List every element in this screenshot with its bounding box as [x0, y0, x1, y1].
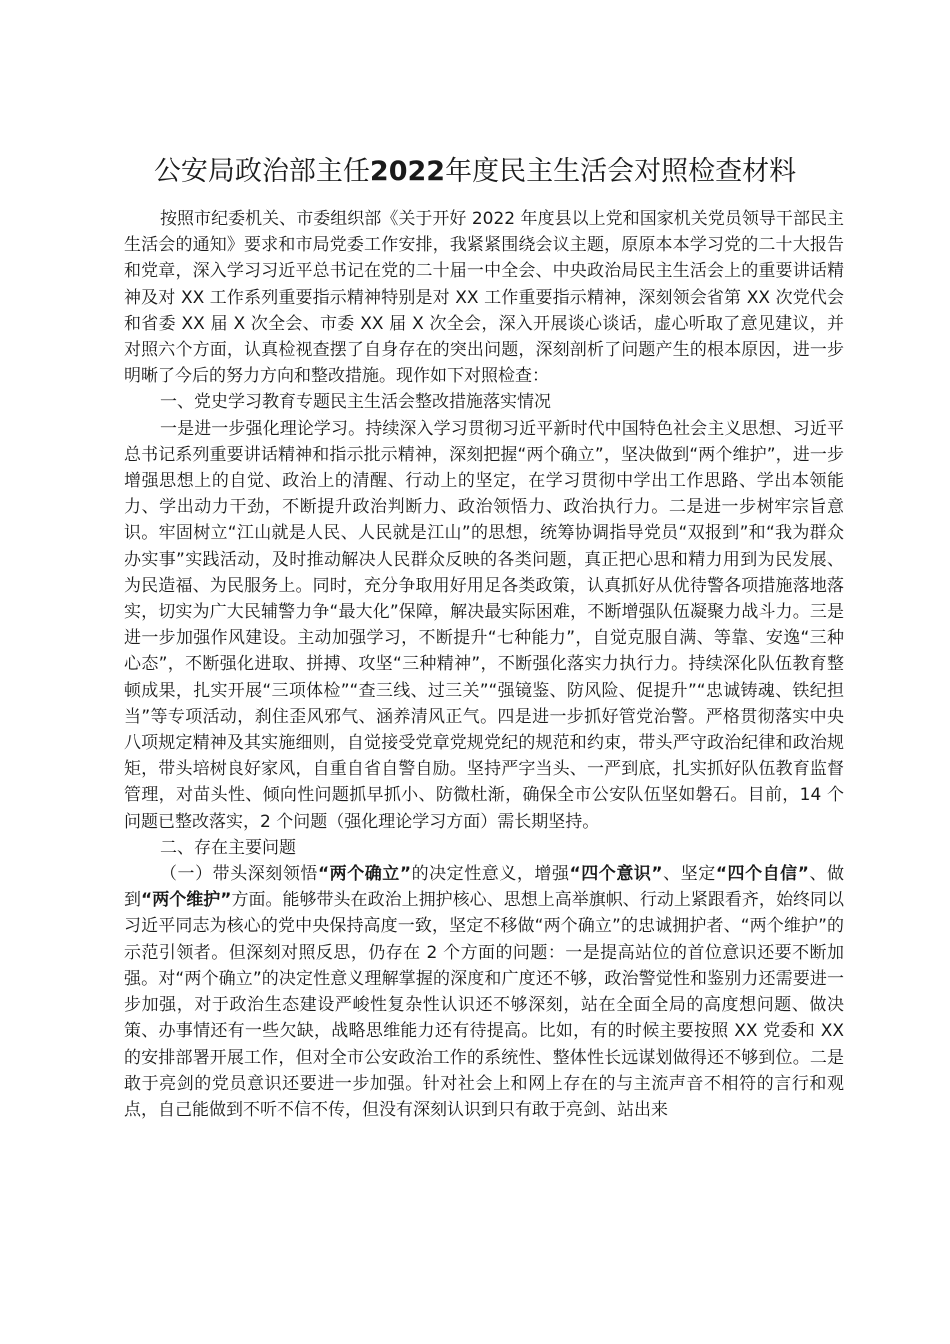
intro-paragraph: 按照市纪委机关、市委组织部《关于开好 2022 年度县以上党和国家机关党员领导干部民主生活会的通知》要求和市局党委工作安排，我紧紧围绕会议主题，原原本本学习党的二十大报告和党章，深入学习习近平总书记在党的二十届一中全会、中央政治局民主生活会上的重要讲话精神及对 XX 工作系列重要指示精神特别是对 XX 工作重要指示精神，深刻领会省第 XX 次党代会和省委 XX 届 X 次全会、市委 XX 届 X 次全会，深入开展谈心谈话，虚心听取了意见建议，并对照六个方面，认真检视查摆了自身存在的突出问题，深刻剖析了问题产生的根本原因，进一步明晰了今后的努力方向和整改措施。现作如下对照检查：: [124, 209, 844, 387]
phrase: 、坚定: [662, 864, 716, 885]
document-body: [124, 206, 844, 1123]
problem-one-label: （一）带头深刻领悟: [160, 864, 318, 885]
title-text-part2: 年度民主生活会对照检查材料: [445, 156, 797, 187]
problem-one-paragraph: [124, 861, 844, 1123]
title-year: 2022: [369, 156, 446, 187]
phrase: 的决定性意义，增强: [411, 864, 570, 885]
title-text-part1: 公安局政治部主任: [153, 156, 370, 187]
bold-phrase: “四个自信”: [715, 864, 809, 885]
problem-one-body: 能够带头在政治上拥护核心、思想上高举旗帜、行动上紧跟看齐，始终同以习近平同志为核心的党中央保持高度一致，坚定不移做“两个确立”的忠诚拥护者、“两个维护”的示范引领者。但深刻对照反思，仍存在 2 个方面的问题：一是提高站位的首位意识还要不断加强。对“两个确立”的决定性意义理解掌握的深度和广度还不够，政治警觉性和鉴别力还需要进一步加强，对于政治生态建设严峻性复杂性认识还不够深刻，站在全面全局的高度想问题、做决策、办事情还有一些欠缺，战略思维能力还有待提高。比如，有的时候主要按照 XX 党委和 XX 的安排部署开展工作，但对全市公安政治工作的系统性、整体性长远谋划做得还不够到位。二是敢于亮剑的党员意识还要进一步加强。针对社会上和网上存在的与主流声音不相符的言行和观点，自己能做到不听不信不传，但没有深刻认识到只有敢于亮剑、站出来: [124, 890, 844, 1120]
bold-phrase: “两个确立”: [317, 864, 412, 885]
section-heading-rectification: 一、党史学习教育专题民主生活会整改措施落实情况: [160, 392, 551, 413]
document-title: [0, 150, 950, 194]
phrase: 方面。: [231, 890, 283, 911]
bold-phrase: “四个意识”: [569, 864, 663, 885]
phrase: 、做到: [124, 864, 845, 911]
rectification-paragraph: 一是进一步强化理论学习。持续深入学习贯彻习近平新时代中国特色社会主义思想、习近平总书记系列重要讲话精神和指示批示精神，深刻把握“两个确立”，坚决做到“两个维护”，进一步增强思想上的自觉、政治上的清醒、行动上的坚定，在学习贯彻中学出工作思路、学出本领能力、学出动力干劲，不断提升政治判断力、政治领悟力、政治执行力。二是进一步树牢宗旨意识。牢固树立“江山就是人民、人民就是江山”的思想，统筹协调指导党员“双报到”和“我为群众办实事”实践活动，及时推动解决人民群众反映的各类问题，真正把心思和精力用到为民发展、为民造福、为民服务上。同时，充分争取用好用足各类政策，认真抓好从优待警各项措施落地落实，切实为广大民辅警力争“最大化”保障，解决最实际困难，不断增强队伍凝聚力战斗力。三是进一步加强作风建设。主动加强学习，不断提升“七种能力”，自觉克服自满、等靠、安逸“三种心态”，不断强化进取、拼搏、攻坚“三种精神”，不断强化落实力执行力。持续深化队伍教育整顿成果，扎实开展“三项体检”“查三线、过三关”“强镜鉴、防风险、促提升”“忠诚铸魂、铁纪担当”等专项活动，刹住歪风邪气、涵养清风正气。四是进一步抓好管党治警。严格贯彻落实中央八项规定精神及其实施细则，自觉接受党章党规党纪的规范和约束，带头严守政治纪律和政治规矩，带头培树良好家风，自重自省自警自励。坚持严字当头、一严到底，扎实抓好队伍教育监督管理，对苗头性、倾向性问题抓早抓小、防微杜渐，确保全市公安队伍坚如磐石。目前，14 个问题已整改落实，2 个问题（强化理论学习方面）需长期坚持。: [124, 418, 844, 832]
bold-phrase: “两个维护”: [141, 890, 232, 911]
section-heading-problems: 二、存在主要问题: [160, 837, 296, 858]
